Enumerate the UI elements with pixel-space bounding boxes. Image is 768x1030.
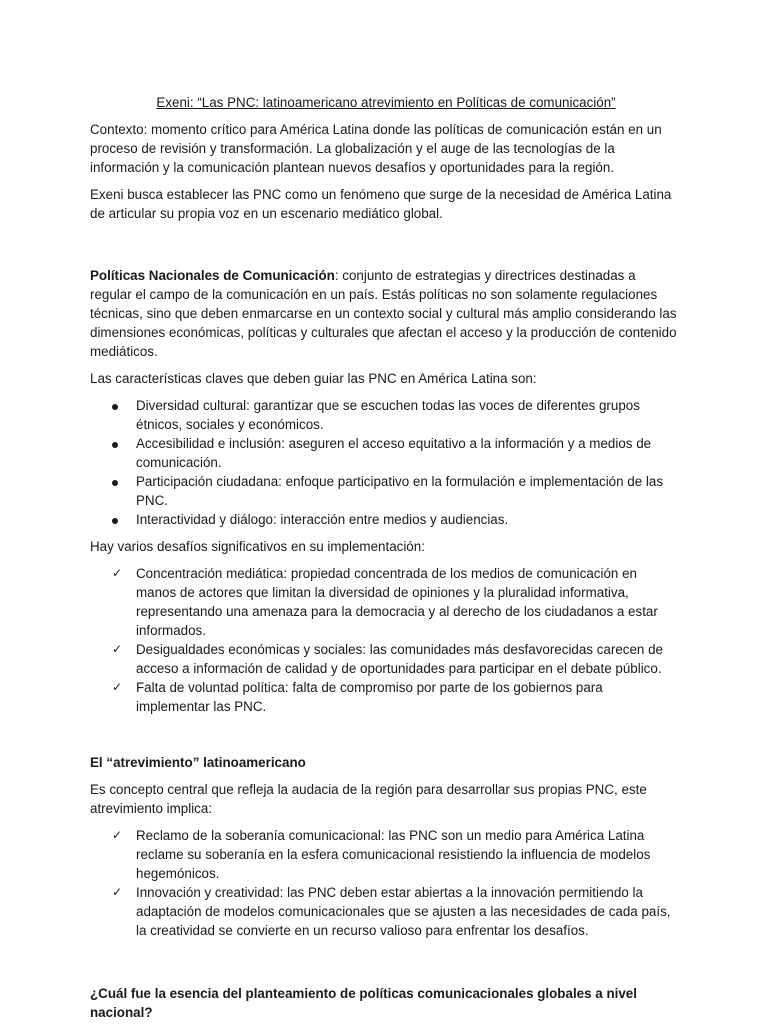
bullet-icon (112, 434, 126, 453)
checkmark-icon: ✓ (112, 828, 123, 842)
list-item (90, 396, 680, 434)
desafios-list (90, 564, 680, 716)
pnc-definition-text: : conjunto de estrategias y directrices destinadas a regular el campo de la comunicación en un país. Estás políticas no son solamente regulaciones técnicas, sino que deben enmarcarse en un contexto social y cultural más amplio considerando las dimensiones económicas, políticas y culturales que afectan el acceso y la producción de contenido mediáticos. (90, 268, 677, 359)
atrevimiento-heading: El “atrevimiento” latinoamericano (90, 755, 306, 770)
bullet-icon (112, 510, 126, 529)
caracteristicas-list (90, 396, 680, 529)
atrevimiento-intro: Es concepto central que refleja la audacia de la región para desarrollar sus propias PNC, este atrevimiento implica: (90, 782, 647, 816)
list-item (90, 510, 680, 529)
list-item-text: Concentración mediática: propiedad concentrada de los medios de comunicación en manos de actores que limitan la diversidad de opiniones y la pluralidad informativa, representando una amenaza para la democracia y al derecho de los ciudadanos a estar informados. (136, 566, 658, 638)
desafios-intro: Hay varios desafíos significativos en su implementación: (90, 539, 425, 554)
document-page (90, 93, 680, 1030)
document-title: Exeni: “Las PNC: latinoamericano atrevimiento en Políticas de comunicación” (156, 95, 616, 110)
checkmark-icon: ✓ (112, 885, 123, 899)
list-item (90, 640, 680, 678)
list-item (90, 564, 680, 640)
atrevimiento-list (90, 826, 680, 940)
list-item-text: Reclamo de la soberanía comunicacional: las PNC son un medio para América Latina reclame su soberanía en la esfera comunicacional resistiendo la influencia de modelos hegemónicos. (136, 828, 651, 881)
list-item (90, 678, 680, 716)
contexto-paragraph: Contexto: momento crítico para América Latina donde las políticas de comunicación están en un proceso de revisión y transformación. La globalización y el auge de las tecnologías de la información y la comunicación plantean nuevos desafíos y oportunidades para la región. (90, 122, 662, 175)
list-item-text: Interactividad y diálogo: interacción entre medios y audiencias. (136, 512, 509, 527)
list-item (90, 826, 680, 883)
spacer (90, 724, 680, 753)
checkmark-icon: ✓ (112, 566, 123, 580)
list-item (90, 883, 680, 940)
list-item-text: Desigualdades económicas y sociales: las comunidades más desfavorecidas carecen de acceso a información de calidad y de oportunidades para participar en el debate público. (136, 642, 663, 676)
bullet-icon (112, 472, 126, 491)
spacer (90, 948, 680, 984)
list-item-text: Participación ciudadana: enfoque participativo en la formulación e implementación de las PNC. (136, 474, 664, 508)
list-item-text: Innovación y creatividad: las PNC deben estar abiertas a la innovación permitiendo la adaptación de modelos comunicacionales que se ajusten a las necesidades de cada país, la creatividad se convierte en un recurso valioso para enfrentar los desafíos. (136, 885, 671, 938)
caracteristicas-intro: Las características claves que deben guiar las PNC en América Latina son: (90, 371, 537, 386)
pnc-definition-paragraph (90, 266, 680, 361)
list-item (90, 434, 680, 472)
list-item-text: Falta de voluntad política: falta de compromiso por parte de los gobiernos para implementar las PNC. (136, 680, 603, 714)
question-heading: ¿Cuál fue la esencia del planteamiento de políticas comunicacionales globales a nivel nacional? (90, 986, 637, 1020)
bullet-icon (112, 396, 126, 415)
exeni-paragraph: Exeni busca establecer las PNC como un fenómeno que surge de la necesidad de América Latina de articular su propia voz en un escenario mediático global. (90, 187, 672, 221)
spacer (90, 231, 680, 266)
checkmark-icon: ✓ (112, 680, 123, 694)
list-item (90, 472, 680, 510)
list-item-text: Diversidad cultural: garantizar que se escuchen todas las voces de diferentes grupos étnicos, sociales y económicos. (136, 398, 640, 432)
checkmark-icon: ✓ (112, 642, 123, 656)
pnc-term: Políticas Nacionales de Comunicación (90, 268, 335, 283)
list-item-text: Accesibilidad e inclusión: aseguren el acceso equitativo a la información y a medios de comunicación. (136, 436, 652, 470)
